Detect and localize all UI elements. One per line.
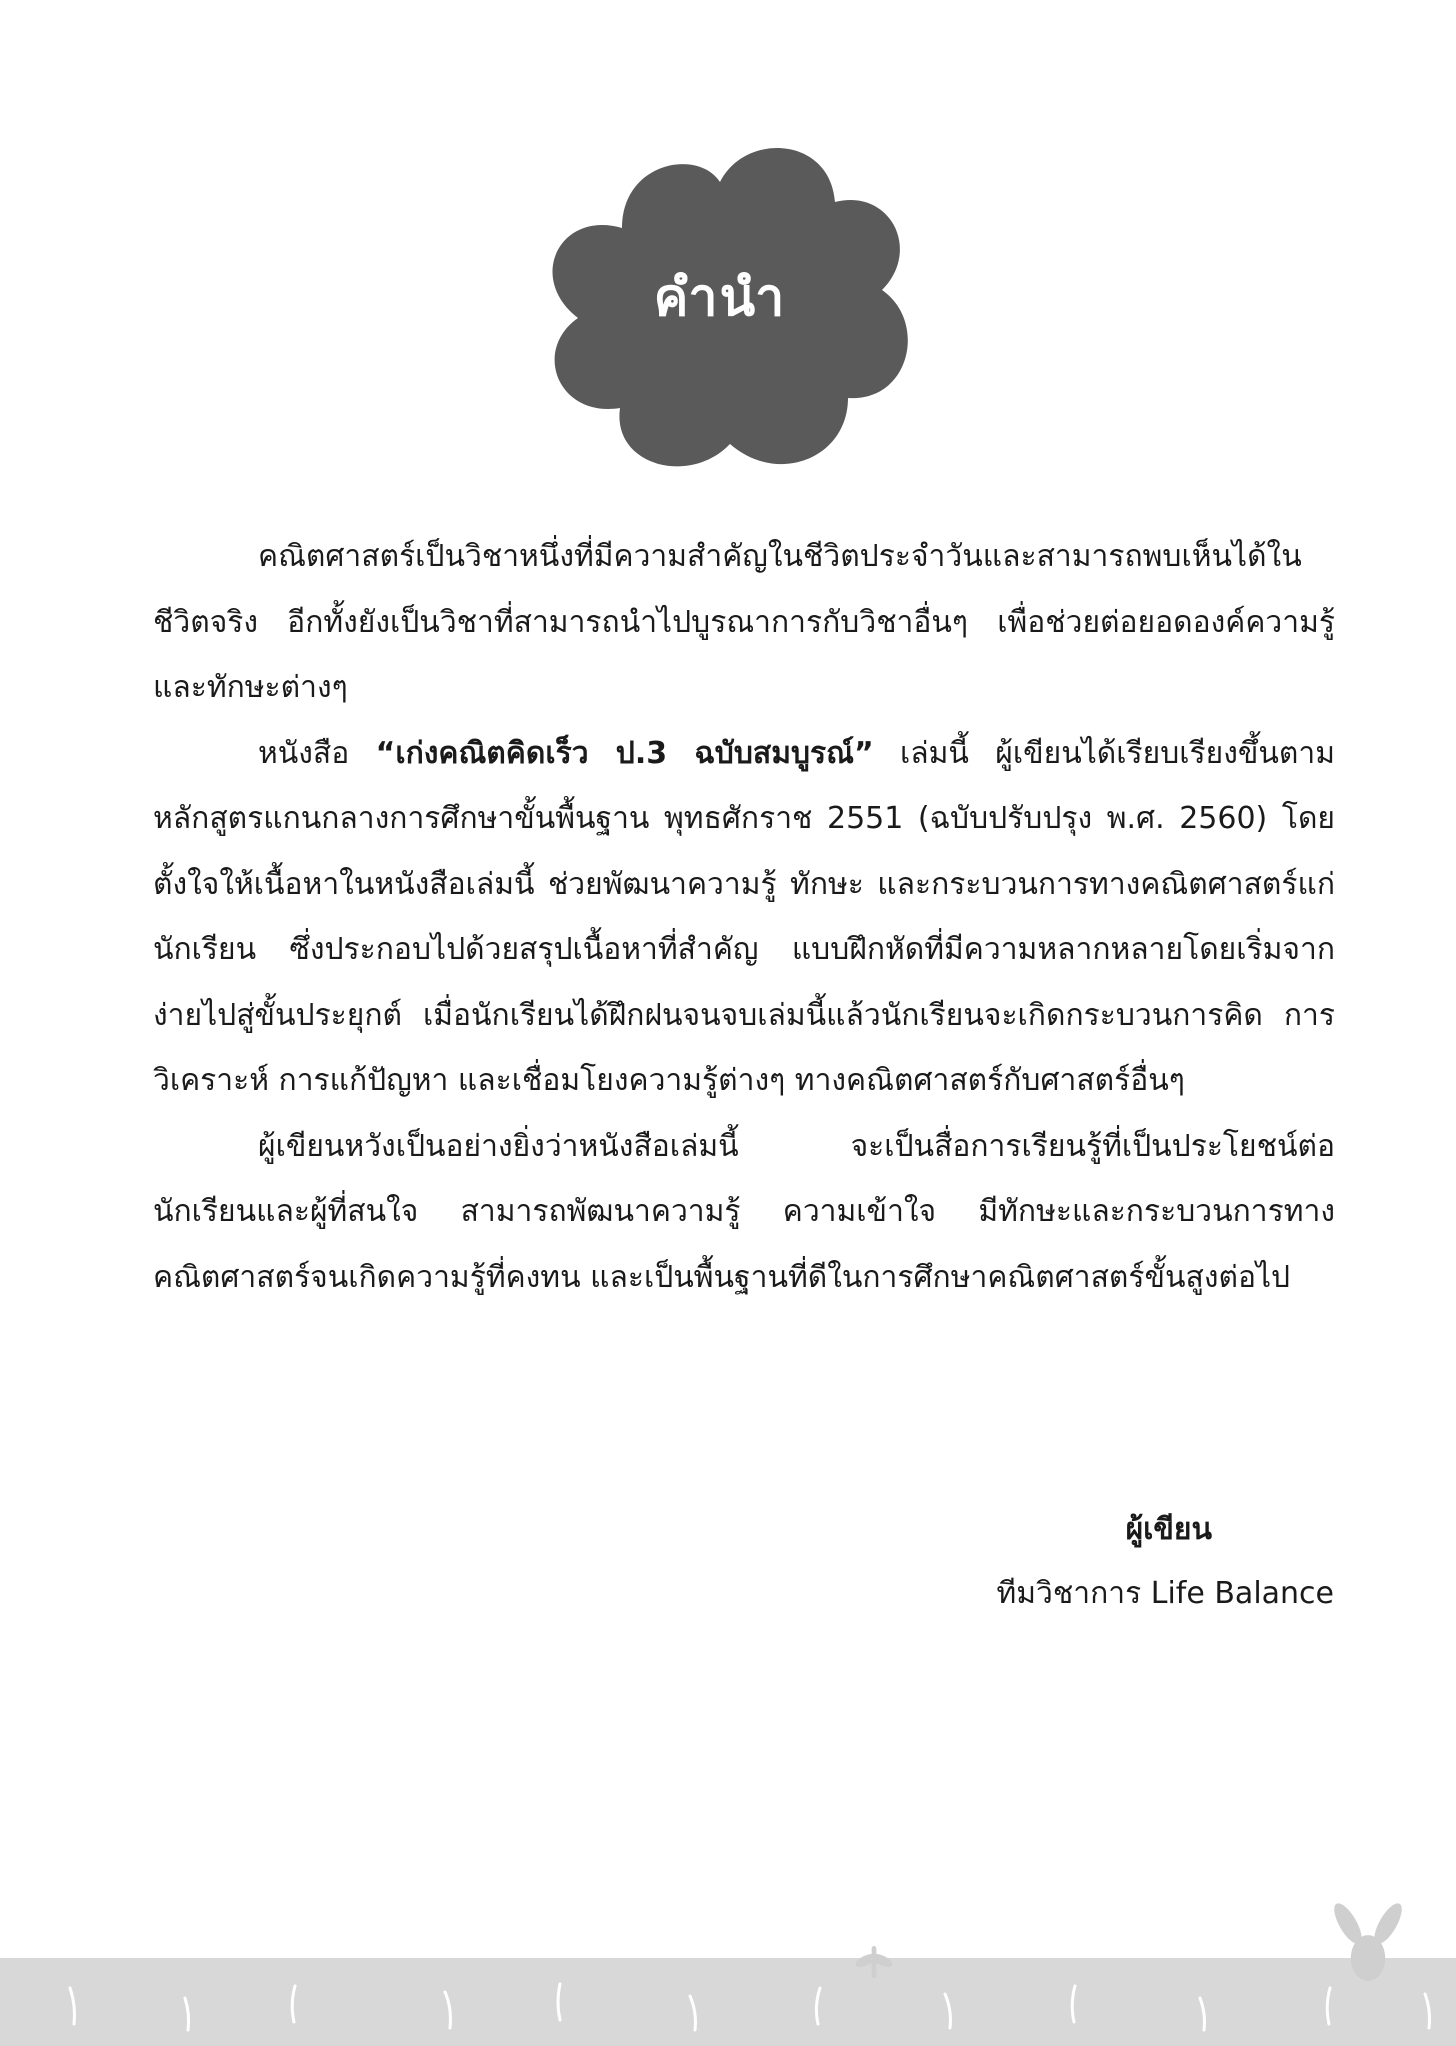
paragraph-2-lead: หนังสือ	[258, 735, 376, 771]
paragraph-1: คณิตศาสตร์เป็นวิชาหนึ่งที่มีความสำคัญในชีวิตประจำวันและสามารถพบเห็นได้ในชีวิตจริง อีกทั้งยังเป็นวิชาที่สามารถนำไปบูรณาการกับวิชาอื่นๆ เพื่อช่วยต่อยอดองค์ความรู้และทักษะต่างๆ	[153, 539, 1335, 705]
grass-strokes-decoration	[0, 1958, 1456, 2046]
sprout-icon	[850, 1930, 898, 1978]
sprout-icon	[1325, 1895, 1411, 1981]
preface-body	[153, 524, 1335, 1310]
signature-author: ผู้เขียน	[1125, 1512, 1212, 1547]
book-title: “เก่งคณิตคิดเร็ว ป.3 ฉบับสมบูรณ์”	[375, 735, 874, 771]
signature-block	[996, 1498, 1334, 1626]
footer-band	[0, 1958, 1456, 2046]
paragraph-2	[153, 721, 1335, 1114]
page-title: คำนำ	[653, 268, 787, 328]
paragraph-3: ผู้เขียนหวังเป็นอย่างยิ่งว่าหนังสือเล่มนี้ จะเป็นสื่อการเรียนรู้ที่เป็นประโยชน์ต่อนักเรียนและผู้ที่สนใจ สามารถพัฒนาความรู้ ความเข้าใจ มีทักษะและกระบวนการทางคณิตศาสตร์จนเกิดความรู้ที่คงทน และเป็นพื้นฐานที่ดีในการศึกษาคณิตศาสตร์ขั้นสูงต่อไป	[153, 1128, 1335, 1295]
paragraph-2-rest: เล่มนี้ ผู้เขียนได้เรียบเรียงขึ้นตามหลักสูตรแกนกลางการศึกษาขั้นพื้นฐาน พุทธศักราช 2551 (ฉบับปรับปรุง พ.ศ. 2560) โดยตั้งใจให้เนื้อหาในหนังสือเล่มนี้ ช่วยพัฒนาความรู้ ทักษะ และกระบวนการทางคณิตศาสตร์แก่นักเรียน ซึ่งประกอบไปด้วยสรุปเนื้อหาที่สำคัญ แบบฝึกหัดที่มีความหลากหลายโดยเริ่มจากง่ายไปสู่ขั้นประยุกต์ เมื่อนักเรียนได้ฝึกฝนจนจบเล่มนี้แล้วนักเรียนจะเกิดกระบวนการคิด การวิเคราะห์ การแก้ปัญหา และเชื่อมโยงความรู้ต่างๆ ทางคณิตศาสตร์กับศาสตร์อื่นๆ	[153, 735, 1335, 1098]
signature-team: ทีมวิชาการ Life Balance	[996, 1576, 1334, 1611]
